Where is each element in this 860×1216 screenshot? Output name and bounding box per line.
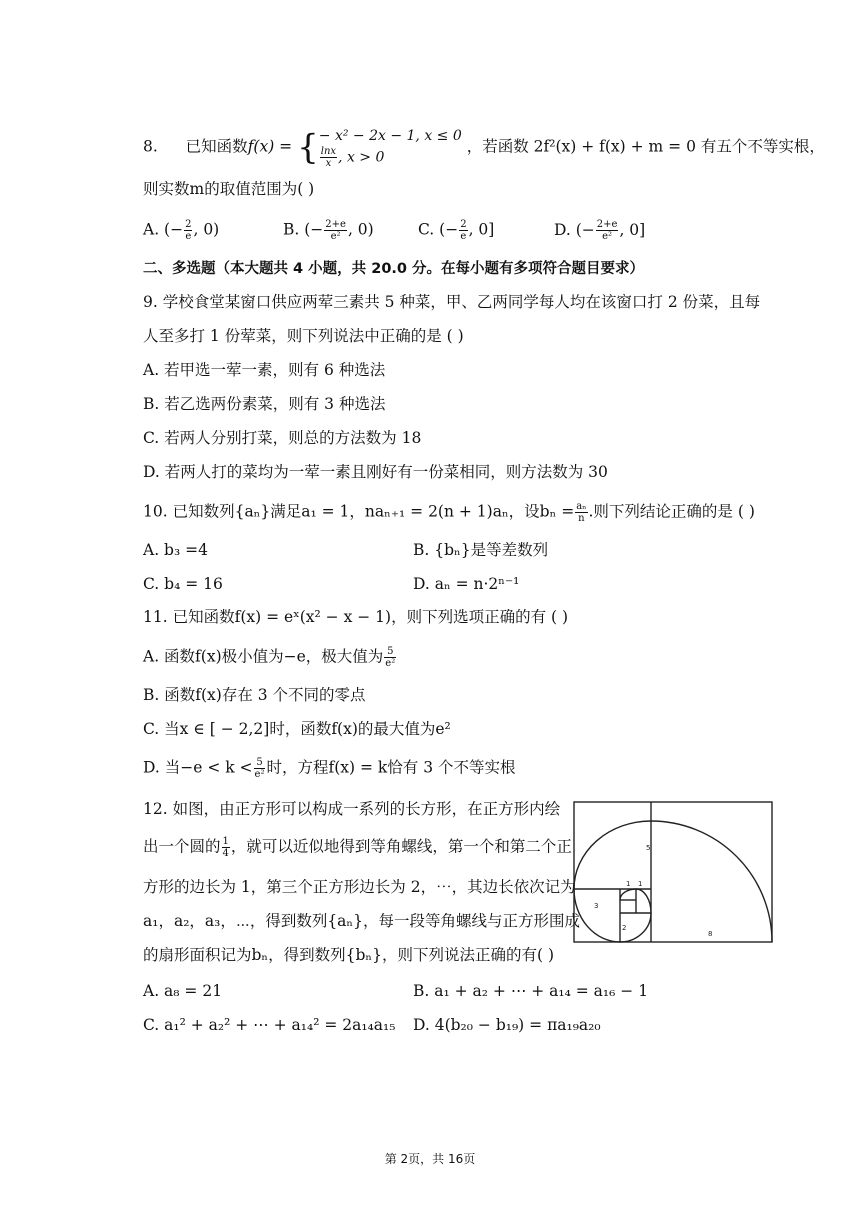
q9-line2: 人至多打 1 份荤菜，则下列说法中正确的是 ( ) [143, 327, 464, 345]
q8-option-a: A. (− $\frac{2}{e}$ , 0) [143, 219, 220, 242]
fig-label-5: 5 [646, 844, 651, 852]
q11-option-d: D. 当−e < k < $\frac{5}{\text{e²}}$ 时，方程f(x) = k恰有 3 个不等实根 [143, 757, 516, 780]
q8-piecewise [319, 126, 462, 169]
q11-option-a: A. 函数f(x)极小值为−e，极大值为 $\frac{5}{\text{e²}}$ [143, 646, 396, 669]
q10-option-c: C. b₄ = 16 [143, 575, 223, 593]
q11-option-c: C. 当x ∈ [ − 2,2]时，函数f(x)的最大值为e² [143, 720, 451, 738]
q8-lead: 已知函数 [185, 137, 248, 156]
q12-line4: a₁，a₂，a₃，⋯，得到数列{aₙ}，每一段等角螺线与正方形围成 [143, 912, 580, 930]
q8-number: 8. [143, 137, 158, 156]
page-footer: 第 2页，共 16页 [384, 1152, 476, 1166]
q11-line1: 11. 已知函数f(x) = eˣ(x² − x − 1)，则下列选项正确的有 ( ) [143, 608, 569, 626]
q12-option-d: D. 4(b₂₀ − b₁₉) = πa₁₉a₂₀ [413, 1016, 601, 1034]
spiral-arc-1 [636, 889, 651, 913]
section-heading: 二、多选题（本大题共 4 小题，共 20.0 分。在每小题有多项符合题目要求） [143, 261, 645, 277]
spiral-arc-5 [574, 821, 651, 889]
q8-case2-den: x [325, 158, 332, 169]
q11-option-b: B. 函数f(x)存在 3 个不同的零点 [143, 686, 366, 704]
q12-line5: 的扇形面积记为bₙ，得到数列{bₙ}，则下列说法正确的有( ) [143, 946, 555, 964]
spiral-arc-8 [651, 821, 772, 942]
q9-option-b: B. 若乙选两份素菜，则有 3 种选法 [143, 395, 386, 413]
q8-case2-tail: , x > 0 [338, 149, 385, 166]
q8-mid: ，若函数 2f²(x) + f(x) + m = 0 有五个不等实根， [466, 137, 825, 156]
q12-line3: 方形的边长为 1，第三个正方形边长为 2，⋯，其边长依次记为 [143, 878, 576, 896]
q8-case2-num: lnx [320, 146, 337, 157]
q12-option-b: B. a₁ + a₂ + ⋯ + a₁₄ = a₁₆ − 1 [413, 982, 649, 1000]
q8-option-b: B. (− $\frac{2+e}{\text{e²}}$ , 0) [283, 219, 374, 242]
q9-option-a: A. 若甲选一荤一素，则有 6 种选法 [143, 361, 386, 379]
fig-label-1b: 1 [638, 880, 643, 888]
fig-label-8: 8 [708, 930, 713, 938]
spiral-figure [572, 800, 775, 945]
q8-line2: 则实数m的取值范围为( ) [143, 180, 315, 198]
q12-option-a: A. a₈ = 21 [143, 982, 223, 1000]
q9-option-d: D. 若两人打的菜均为一荤一素且刚好有一份菜相同，则方法数为 30 [143, 463, 608, 481]
fig-label-3: 3 [594, 902, 599, 910]
brace-icon: { [297, 127, 319, 168]
spiral-arc-3 [574, 889, 620, 942]
q10-option-b: B. {bₙ}是等差数列 [413, 541, 549, 559]
fig-label-1a: 1 [626, 880, 631, 888]
q12-option-c: C. a₁² + a₂² + ⋯ + a₁₄² = 2a₁₄a₁₅ [143, 1016, 396, 1034]
q8-case1: − x² − 2x − 1, x ≤ 0 [318, 128, 462, 144]
q9-option-c: C. 若两人分别打菜，则总的方法数为 18 [143, 429, 422, 447]
fig-label-2: 2 [622, 924, 627, 932]
q10-option-d: D. aₙ = n·2ⁿ⁻¹ [413, 575, 520, 593]
q8-line1 [143, 126, 825, 169]
q8-options [143, 219, 645, 242]
q8-option-c: C. (− $\frac{2}{e}$ , 0] [418, 219, 495, 242]
q8-option-d: D. (− $\frac{2+e}{\text{e²}}$ , 0] [554, 219, 646, 242]
spiral-arc-1b [620, 889, 636, 900]
q12-line1: 12. 如图，由正方形可以构成一系列的长方形，在正方形内绘 [143, 800, 561, 818]
q10-line1: 10. 已知数列{aₙ}满足a₁ = 1，naₙ₊₁ = 2(n + 1)aₙ，设bₙ = $\frac{\text{aₙ}}{n}$ .则下列结论正确的是 ( ) [143, 501, 755, 524]
q9-line1: 9. 学校食堂某窗口供应两荤三素共 5 种菜，甲、乙两同学每人均在该窗口打 2 份菜，且每 [143, 293, 761, 311]
q12-line2: 出一个圆的 $\frac{1}{4}$ ，就可以近似地得到等角螺线，第一个和第二个正 [143, 836, 572, 859]
q8-fx: f(x) = [247, 137, 293, 156]
q10-option-a: A. b₃ =4 [143, 541, 208, 559]
